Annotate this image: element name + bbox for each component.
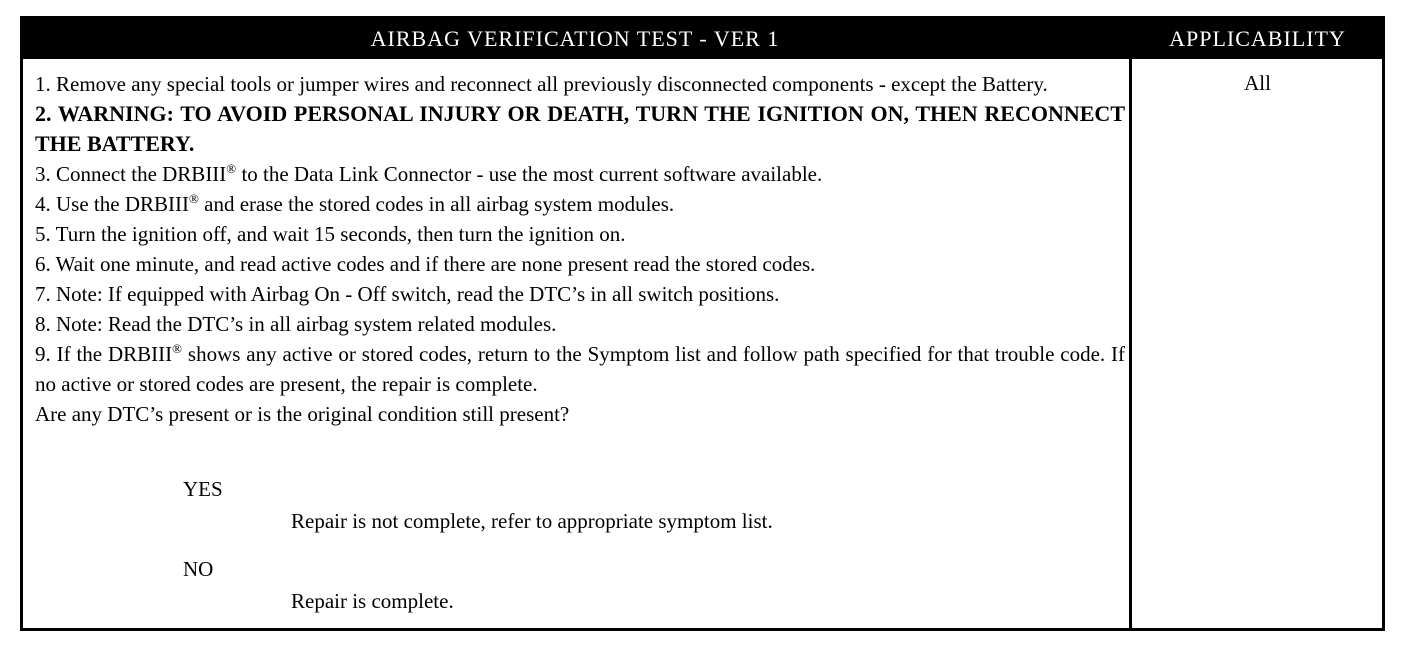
step-9	[35, 339, 1125, 399]
applicability-header: APPLICABILITY	[1169, 26, 1346, 51]
test-steps	[35, 69, 1125, 429]
step-9-text-b: shows any active or stored codes, return to the Symptom list and follow path specified for that trouble code. If no active or stored codes are present, the repair is complete.	[35, 342, 1125, 396]
test-title: AIRBAG VERIFICATION TEST - VER 1	[370, 26, 780, 51]
step-8: 8. Note: Read the DTC’s in all airbag system related modules.	[35, 312, 557, 336]
step-2-warning: 2. WARNING: TO AVOID PERSONAL INJURY OR DEATH, TURN THE IGNITION ON, THEN RECONNECT THE BATTERY.	[35, 101, 1125, 156]
step-6: 6. Wait one minute, and read active codes and if there are none present read the stored codes.	[35, 252, 816, 276]
applicability-value: All	[1244, 71, 1271, 95]
table-header	[23, 19, 1382, 59]
registered-mark: ®	[172, 341, 183, 356]
registered-mark: ®	[188, 191, 199, 206]
step-5: 5. Turn the ignition off, and wait 15 seconds, then turn the ignition on.	[35, 222, 626, 246]
question: Are any DTC’s present or is the original condition still present?	[35, 402, 570, 426]
step-3-text-a: 3. Connect the DRBIII	[35, 162, 227, 186]
step-3	[35, 159, 1125, 189]
step-3-text-b: to the Data Link Connector - use the most current software available.	[236, 162, 823, 186]
step-7: 7. Note: If equipped with Airbag On - Off switch, read the DTC’s in all switch positions.	[35, 282, 780, 306]
test-table	[20, 16, 1385, 631]
step-4-text-b: and erase the stored codes in all airbag system modules.	[198, 192, 675, 216]
column-divider	[1129, 59, 1132, 628]
no-result: Repair is complete.	[291, 589, 454, 613]
step-4-text-a: 4. Use the DRBIII	[35, 192, 189, 216]
no-label: NO	[183, 557, 214, 581]
step-4	[35, 189, 1125, 219]
yes-label: YES	[183, 477, 223, 501]
yes-result: Repair is not complete, refer to appropriate symptom list.	[291, 509, 773, 533]
step-1: 1. Remove any special tools or jumper wires and reconnect all previously disconnected components - except the Battery.	[35, 72, 1048, 96]
step-9-text-a: 9. If the DRBIII	[35, 342, 173, 366]
registered-mark: ®	[226, 161, 237, 176]
